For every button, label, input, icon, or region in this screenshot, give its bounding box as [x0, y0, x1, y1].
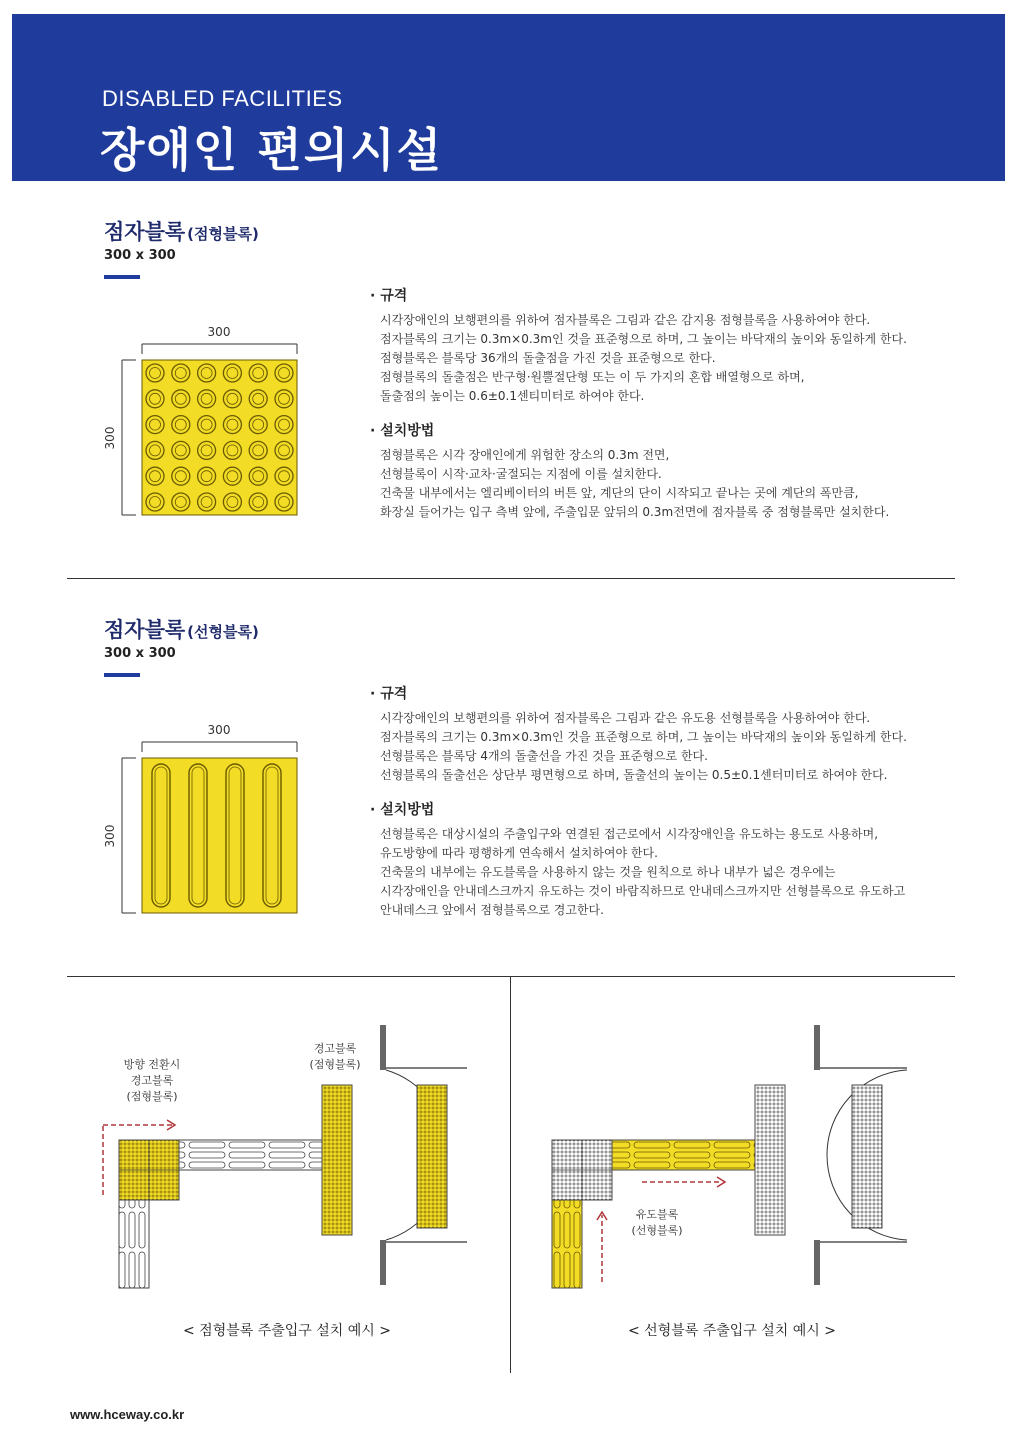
- section-1-title-main: 점자블록: [104, 220, 186, 244]
- guide-line-blocks: [612, 1140, 755, 1170]
- spec-line: 점형블록은 블록당 36개의 돌출점을 가진 것을 표준형으로 한다.: [380, 351, 716, 365]
- install-line: 화장실 들어가는 입구 측벽 앞에, 주출입문 앞뒤의 0.3m전면에 점자블록 중 점형블록만 설치한다.: [380, 505, 890, 519]
- turn-warning-label-2: 경고블록: [130, 1074, 174, 1087]
- install-line: 유도방향에 따라 평행하게 연속해서 설치하여야 한다.: [380, 846, 658, 860]
- guide-line-blocks: [179, 1140, 322, 1170]
- spec-line: 점자블록의 크기는 0.3m×0.3m인 것을 표준형으로 하며, 그 높이는 바닥재의 높이와 동일하게 한다.: [380, 332, 907, 346]
- door-frame: [814, 1240, 820, 1285]
- spec-line: 선형블록의 돌출선은 상단부 평면형으로 하며, 돌출선의 높이는 0.5±0.1센터미터로 하여야 한다.: [380, 768, 888, 782]
- vertical-divider: [510, 977, 511, 1373]
- turn-warning-label-3: (점형블록): [126, 1090, 178, 1103]
- install-line: 시각장애인을 안내데스크까지 유도하는 것이 바람직하므로 안내데스크까지만 선형블록으로 유도하고: [380, 884, 906, 898]
- section-2-size: 300 x 300: [104, 646, 176, 661]
- line-block-width-label: 300: [207, 723, 231, 737]
- line-block-entrance-example: [512, 1010, 952, 1310]
- warning-dot-blocks: [322, 1085, 352, 1235]
- install-line: 선형블록이 시작·교차·굴절되는 지점에 이를 설치한다.: [380, 467, 662, 481]
- door-frame: [380, 1025, 386, 1070]
- warning-label-2: (점형블록): [309, 1058, 361, 1071]
- install-line: 건축물 내부에서는 엘리베이터의 버튼 앞, 계단의 단이 시작되고 끝나는 곳에 계단의 폭만큼,: [380, 486, 859, 500]
- door-frame: [814, 1025, 820, 1070]
- guide-label-1: 유도블록: [635, 1208, 679, 1221]
- spec-line: 시각장애인의 보행편의를 위하여 점자블록은 그림과 같은 감지용 점형블록을 사용하여야 한다.: [380, 313, 871, 327]
- section-2-title-main: 점자블록: [104, 618, 186, 642]
- guide-label-2: (선형블록): [631, 1224, 683, 1237]
- spec-line: 점형블록의 돌출점은 반구형·원뿔절단형 또는 이 두 가지의 혼합 배열형으로 하며,: [380, 370, 805, 384]
- guide-line-blocks: [552, 1200, 582, 1288]
- section-1-text: [370, 285, 990, 522]
- left-example-caption: < 점형블록 주출입구 설치 예시 >: [183, 1323, 391, 1339]
- line-block: [142, 758, 297, 913]
- install-line: 건축물의 내부에는 유도블록을 사용하지 않는 것을 원칙으로 하나 내부가 넓은 경우에는: [380, 865, 836, 879]
- door-frame: [380, 1240, 386, 1285]
- line-block-diagram: [100, 716, 310, 921]
- section-1-title: [104, 216, 259, 246]
- turn-warning-label-1: 방향 전환시: [123, 1058, 181, 1071]
- divider: [67, 976, 955, 977]
- section-1-install-heading: · 설치방법: [370, 423, 435, 439]
- divider: [67, 578, 955, 579]
- dot-block-diagram: [100, 318, 310, 523]
- install-line: 안내데스크 앞에서 점형블록으로 경고한다.: [380, 903, 604, 917]
- header-title-en: DISABLED FACILITIES: [102, 86, 343, 111]
- section-2-install-heading: · 설치방법: [370, 802, 435, 818]
- section-2-title-sub: (선형블록): [187, 623, 259, 641]
- spec-line: 점자블록의 크기는 0.3m×0.3m인 것을 표준형으로 하며, 그 높이는 바닥재의 높이와 동일하게 한다.: [380, 730, 907, 744]
- entrance-dot-blocks: [852, 1085, 882, 1228]
- spec-line: 돌출점의 높이는 0.6±0.1센티미터로 하여야 한다.: [380, 389, 645, 403]
- right-example-caption: < 선형블록 주출입구 설치 예시 >: [628, 1323, 836, 1339]
- section-1-size: 300 x 300: [104, 248, 176, 263]
- dot-block-width-label: 300: [207, 325, 231, 339]
- section-2-title: [104, 614, 259, 644]
- page-header: [12, 14, 1005, 181]
- dot-block: [142, 360, 297, 515]
- spec-line: 선형블록은 블록당 4개의 돌출선을 가진 것을 표준형으로 한다.: [380, 749, 708, 763]
- install-line: 선형블록은 대상시설의 주출입구와 연결된 접근로에서 시각장애인을 유도하는 용도로 사용하며,: [380, 827, 879, 841]
- section-2-text: [370, 683, 990, 920]
- footer-url: www.hceway.co.kr: [70, 1407, 185, 1422]
- line-block-height-label: 300: [103, 824, 117, 848]
- header-title-ko: 장애인 편의시설: [100, 123, 444, 177]
- warning-label-1: 경고블록: [313, 1042, 357, 1055]
- spec-line: 시각장애인의 보행편의를 위하여 점자블록은 그림과 같은 유도용 선형블록을 사용하여야 한다.: [380, 711, 871, 725]
- dot-block-height-label: 300: [103, 426, 117, 450]
- dot-block-entrance-example: [67, 1010, 507, 1310]
- warning-dot-blocks: [755, 1085, 785, 1235]
- entrance-dot-blocks: [417, 1085, 447, 1228]
- section-1-accent-bar: [104, 275, 140, 279]
- section-2-accent-bar: [104, 673, 140, 677]
- section-1-spec-heading: · 규격: [370, 288, 408, 304]
- install-line: 점형블록은 시각 장애인에게 위험한 장소의 0.3m 전면,: [380, 448, 670, 462]
- section-2-spec-heading: · 규격: [370, 686, 408, 702]
- section-1-title-sub: (점형블록): [187, 225, 259, 243]
- guide-line-blocks: [119, 1200, 149, 1288]
